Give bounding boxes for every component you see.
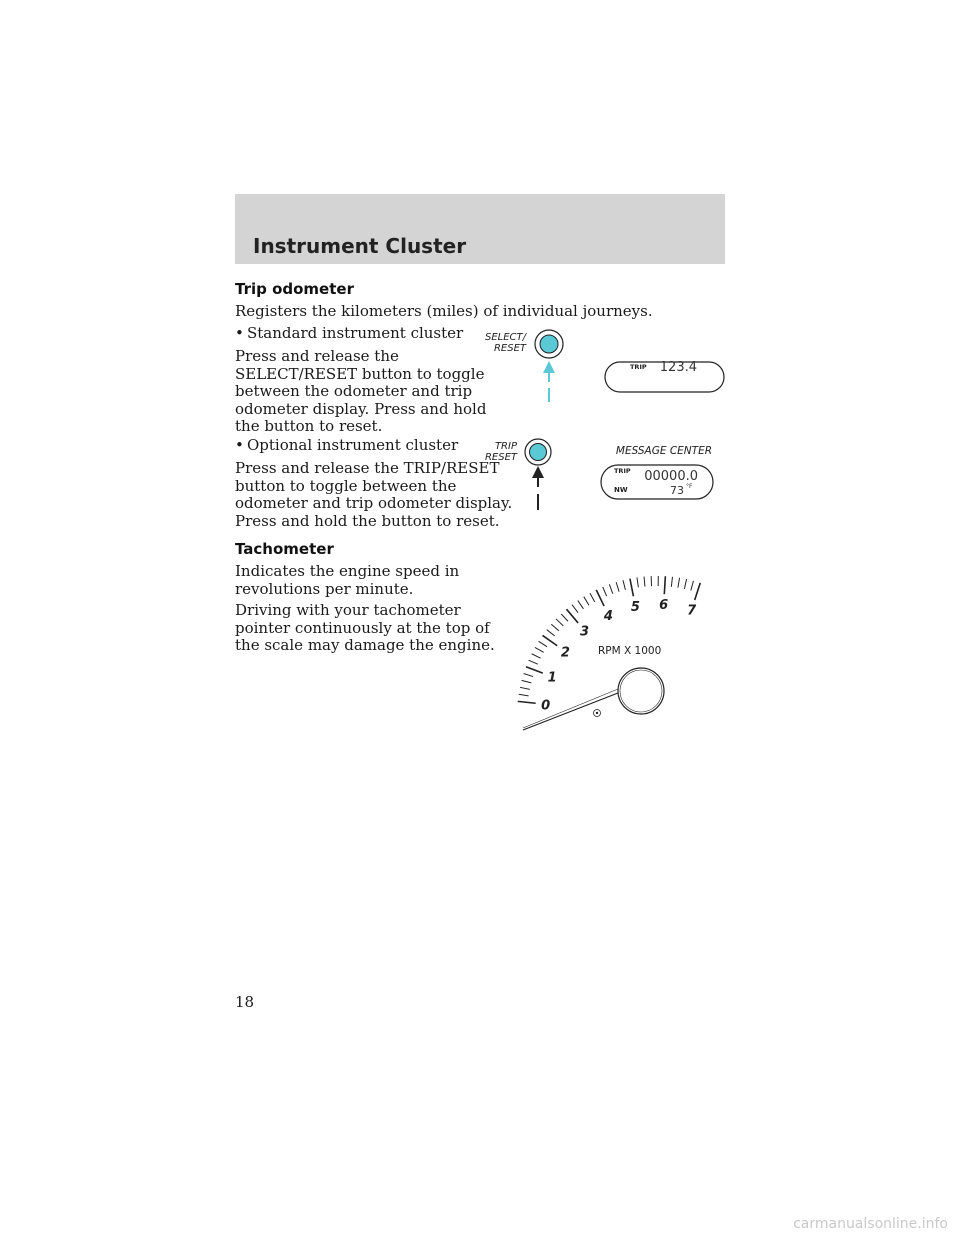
- tach-minor-tick: [609, 584, 612, 593]
- tach-minor-tick: [637, 577, 638, 587]
- tach-minor-tick: [519, 694, 529, 696]
- trip-reset-figure: [500, 430, 730, 514]
- trip-display-tag: TRIP: [630, 363, 647, 371]
- page-number: 18: [235, 993, 255, 1011]
- press-arrow-icon: [532, 466, 544, 510]
- select-reset-button-icon: [535, 330, 563, 358]
- tach-number-3: 3: [580, 624, 590, 640]
- tach-minor-tick: [556, 619, 563, 626]
- tach-minor-tick: [584, 597, 589, 606]
- hub-screw-icon: [594, 710, 601, 717]
- optional-cluster-label: Optional instrument cluster: [247, 436, 459, 454]
- tachometer-heading: Tachometer: [235, 540, 334, 558]
- tach-minor-tick: [678, 578, 680, 588]
- message-center-odometer-value: 00000.0: [644, 469, 698, 484]
- trip-reset-label: TRIP RESET: [484, 441, 517, 463]
- tach-minor-tick: [532, 654, 541, 658]
- tach-minor-tick: [691, 581, 694, 591]
- temperature-unit: °F: [686, 483, 693, 490]
- tach-minor-tick: [524, 674, 534, 677]
- message-center-label: MESSAGE CENTER: [615, 445, 712, 457]
- tach-minor-tick: [572, 605, 578, 613]
- watermark: carmanualsonline.info: [793, 1216, 948, 1232]
- trip-odometer-heading: Trip odometer: [235, 280, 354, 298]
- tach-minor-tick: [603, 587, 607, 596]
- select-reset-figure: [500, 320, 730, 406]
- tachometer-text-1: Indicates the engine speed in revolutions per minute.: [235, 562, 460, 598]
- tach-number-6: 6: [659, 598, 669, 614]
- tach-number-0: 0: [541, 698, 551, 714]
- tach-minor-tick: [535, 647, 544, 652]
- select-reset-label: SELECT/ RESET: [484, 332, 526, 354]
- optional-cluster-text: Press and release the TRIP/RESET button to toggle between the odometer and trip odometer display. Press and hold the button to reset.: [235, 459, 513, 530]
- tach-number-2: 2: [560, 645, 570, 661]
- trip-odometer-intro: Registers the kilometers (miles) of individual journeys.: [235, 302, 653, 320]
- tach-major-tick: [543, 635, 558, 645]
- standard-cluster-label: Standard instrument cluster: [247, 324, 464, 342]
- tach-minor-tick: [561, 614, 568, 621]
- message-center-trip-tag: TRIP: [614, 467, 631, 475]
- tach-minor-tick: [684, 579, 686, 589]
- tach-major-tick: [518, 701, 536, 703]
- tach-minor-tick: [522, 680, 532, 683]
- tach-major-tick: [526, 667, 543, 673]
- tachometer-hub: [618, 668, 664, 714]
- tach-minor-tick: [590, 593, 595, 602]
- tach-minor-tick: [644, 577, 645, 587]
- tach-number-7: 7: [687, 603, 697, 619]
- tach-minor-tick: [671, 577, 672, 587]
- compass-heading: NW: [614, 486, 628, 494]
- tachometer-text-2: Driving with your tachometer pointer continuously at the top of the scale may damage the engine.: [235, 601, 495, 654]
- tach-number-1: 1: [547, 670, 557, 686]
- tach-minor-tick: [520, 687, 530, 689]
- tach-minor-tick: [539, 641, 547, 646]
- tach-minor-tick: [623, 580, 625, 590]
- tach-major-tick: [664, 576, 665, 594]
- tach-major-tick: [630, 579, 633, 597]
- standard-cluster-bullet: [235, 325, 463, 343]
- tach-minor-tick: [578, 601, 584, 609]
- trip-display-value: 123.4: [659, 360, 697, 375]
- tach-major-tick: [596, 590, 604, 606]
- tach-minor-tick: [551, 624, 559, 631]
- section-title: Instrument Cluster: [253, 234, 467, 258]
- tachometer-needle: [523, 693, 618, 730]
- section-header-band: [235, 194, 725, 264]
- tach-number-5: 5: [630, 600, 640, 616]
- tachometer-needle-edge: [523, 689, 618, 728]
- trip-reset-button-icon: [525, 439, 551, 465]
- tachometer-ticks: [518, 576, 700, 703]
- tach-minor-tick: [616, 582, 619, 592]
- bullet-icon: •: [235, 324, 244, 342]
- press-arrow-icon: [543, 361, 555, 402]
- tach-minor-tick: [547, 630, 555, 636]
- tachometer-gauge: [505, 560, 705, 740]
- tachometer-scale-label: RPM X 1000: [598, 645, 662, 657]
- tach-major-tick: [695, 583, 701, 600]
- bullet-icon: •: [235, 436, 244, 454]
- temperature-value: 73: [670, 484, 684, 497]
- tach-minor-tick: [529, 660, 538, 664]
- optional-cluster-bullet: [235, 437, 458, 455]
- tach-number-4: 4: [603, 609, 613, 625]
- standard-cluster-text: Press and release the SELECT/RESET button to toggle between the odometer and trip odometer display. Press and hold the button to reset.: [235, 347, 487, 435]
